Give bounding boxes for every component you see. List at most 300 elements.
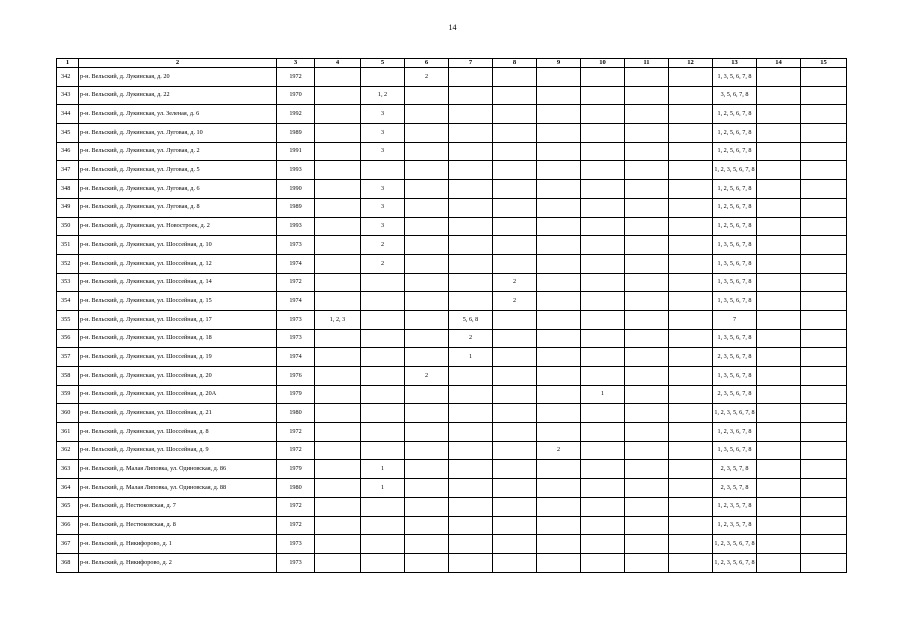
table-cell: 2 xyxy=(493,292,537,311)
table-cell xyxy=(669,441,713,460)
table-cell xyxy=(537,385,581,404)
table-cell xyxy=(315,385,361,404)
table-cell xyxy=(405,292,449,311)
year-cell: 1972 xyxy=(277,423,315,442)
table-cell xyxy=(669,236,713,255)
table-cell xyxy=(315,142,361,161)
address-cell: р-н. Вельский, д. Лукинская, ул. Луговая, д. 10 xyxy=(79,124,277,143)
row-number-cell: 354 xyxy=(57,292,79,311)
address-cell: р-н. Вельский, д. Нестюковская, д. 7 xyxy=(79,497,277,516)
table-cell xyxy=(537,516,581,535)
table-cell xyxy=(405,479,449,498)
table-cell xyxy=(669,254,713,273)
table-cell xyxy=(405,516,449,535)
table-body xyxy=(57,68,847,573)
table-cell xyxy=(361,441,405,460)
table-cell xyxy=(537,292,581,311)
table-cell xyxy=(757,479,801,498)
page-number: 14 xyxy=(448,23,457,32)
table-cell xyxy=(493,423,537,442)
table-cell: 3 xyxy=(361,198,405,217)
table-cell xyxy=(669,124,713,143)
table-cell xyxy=(757,273,801,292)
table-row xyxy=(57,535,847,554)
table-row xyxy=(57,217,847,236)
table-cell xyxy=(405,124,449,143)
table-cell xyxy=(669,404,713,423)
table-cell xyxy=(405,460,449,479)
table-cell xyxy=(493,329,537,348)
table-row xyxy=(57,553,847,572)
table-cell xyxy=(625,348,669,367)
table-cell xyxy=(449,535,493,554)
row-number-cell: 345 xyxy=(57,124,79,143)
table-cell xyxy=(669,273,713,292)
table-cell xyxy=(405,310,449,329)
year-cell: 1980 xyxy=(277,404,315,423)
table-cell xyxy=(625,516,669,535)
table-cell xyxy=(581,68,625,87)
table-cell xyxy=(757,142,801,161)
year-cell: 1980 xyxy=(277,479,315,498)
row-number-cell: 350 xyxy=(57,217,79,236)
table-cell xyxy=(757,460,801,479)
table-cell xyxy=(315,441,361,460)
table-cell xyxy=(405,553,449,572)
table-cell xyxy=(315,273,361,292)
table-cell xyxy=(405,198,449,217)
table-cell: 1, 3, 5, 6, 7, 8 xyxy=(713,236,757,255)
table-cell xyxy=(669,329,713,348)
table-cell xyxy=(801,105,847,124)
table-cell xyxy=(581,273,625,292)
table-cell xyxy=(361,404,405,423)
year-cell: 1970 xyxy=(277,86,315,105)
table-cell xyxy=(625,124,669,143)
table-cell xyxy=(625,254,669,273)
address-cell: р-н. Вельский, д. Нестюковская, д. 8 xyxy=(79,516,277,535)
year-cell: 1974 xyxy=(277,292,315,311)
table-cell: 1, 2, 3, 5, 7, 8 xyxy=(713,516,757,535)
table-cell: 7 xyxy=(713,310,757,329)
row-number-cell: 368 xyxy=(57,553,79,572)
table-cell xyxy=(315,161,361,180)
column-header: 10 xyxy=(581,59,625,68)
table-cell xyxy=(315,423,361,442)
table-row xyxy=(57,441,847,460)
year-cell: 1972 xyxy=(277,68,315,87)
table-cell xyxy=(449,68,493,87)
year-cell: 1976 xyxy=(277,367,315,386)
table-cell xyxy=(537,329,581,348)
table-cell xyxy=(315,124,361,143)
table-cell xyxy=(449,273,493,292)
table-cell xyxy=(581,310,625,329)
table-cell xyxy=(537,460,581,479)
table-cell: 2 xyxy=(361,254,405,273)
row-number-cell: 344 xyxy=(57,105,79,124)
table-row xyxy=(57,105,847,124)
table-cell xyxy=(315,236,361,255)
table-cell: 1, 3, 5, 6, 7, 8 xyxy=(713,68,757,87)
table-row xyxy=(57,348,847,367)
address-cell: р-н. Вельский, д. Лукинская, ул. Шоссейная, д. 9 xyxy=(79,441,277,460)
row-number-cell: 346 xyxy=(57,142,79,161)
table-cell xyxy=(361,161,405,180)
table-cell xyxy=(537,217,581,236)
table-cell xyxy=(801,423,847,442)
table-cell xyxy=(537,348,581,367)
table-cell xyxy=(449,497,493,516)
table-cell xyxy=(625,497,669,516)
table-row xyxy=(57,273,847,292)
table-cell: 1, 3, 5, 6, 7, 8 xyxy=(713,329,757,348)
table-cell xyxy=(801,535,847,554)
row-number-cell: 356 xyxy=(57,329,79,348)
table-cell xyxy=(537,497,581,516)
table-cell xyxy=(493,236,537,255)
table-cell xyxy=(537,254,581,273)
table-cell xyxy=(315,553,361,572)
table-cell xyxy=(581,460,625,479)
table-cell: 1, 3, 5, 6, 7, 8 xyxy=(713,292,757,311)
table-cell xyxy=(449,553,493,572)
row-number-cell: 361 xyxy=(57,423,79,442)
table-cell xyxy=(669,198,713,217)
table-cell xyxy=(669,217,713,236)
address-cell: р-н. Вельский, д. Лукинская, ул. Шоссейная, д. 12 xyxy=(79,254,277,273)
table-cell xyxy=(493,68,537,87)
year-cell: 1973 xyxy=(277,535,315,554)
table-cell xyxy=(405,404,449,423)
table-cell xyxy=(449,86,493,105)
table-cell xyxy=(449,142,493,161)
year-cell: 1972 xyxy=(277,516,315,535)
row-number-cell: 343 xyxy=(57,86,79,105)
year-cell: 1972 xyxy=(277,497,315,516)
table-cell: 1, 2, 3, 5, 6, 7, 8 xyxy=(713,553,757,572)
table-cell xyxy=(405,329,449,348)
table-cell xyxy=(801,348,847,367)
address-cell: р-н. Вельский, д. Лукинская, ул. Шоссейная, д. 20 xyxy=(79,367,277,386)
table-cell xyxy=(801,86,847,105)
table-cell xyxy=(537,367,581,386)
table-cell xyxy=(625,423,669,442)
table-cell: 1, 2, 5, 6, 7, 8 xyxy=(713,142,757,161)
table-cell xyxy=(405,497,449,516)
table-cell xyxy=(581,161,625,180)
table-cell xyxy=(581,367,625,386)
table-cell xyxy=(449,385,493,404)
table-cell xyxy=(537,161,581,180)
row-number-cell: 365 xyxy=(57,497,79,516)
table-cell xyxy=(801,497,847,516)
table-cell xyxy=(757,105,801,124)
table-cell xyxy=(405,161,449,180)
table-cell xyxy=(493,217,537,236)
table-cell xyxy=(493,516,537,535)
table-row xyxy=(57,161,847,180)
buildings-table xyxy=(56,58,847,573)
table-cell xyxy=(669,460,713,479)
table-cell xyxy=(493,367,537,386)
table-cell xyxy=(625,292,669,311)
table-cell xyxy=(625,441,669,460)
table-cell xyxy=(669,479,713,498)
table-row xyxy=(57,86,847,105)
table-cell xyxy=(361,367,405,386)
column-header: 8 xyxy=(493,59,537,68)
table-cell xyxy=(315,68,361,87)
address-cell: р-н. Вельский, д. Никифорово, д. 2 xyxy=(79,553,277,572)
table-cell xyxy=(537,124,581,143)
row-number-cell: 352 xyxy=(57,254,79,273)
table-cell: 1, 3, 5, 6, 7, 8 xyxy=(713,441,757,460)
table-cell xyxy=(493,553,537,572)
table-cell xyxy=(581,553,625,572)
table-cell xyxy=(315,180,361,199)
table-cell xyxy=(757,535,801,554)
table-cell xyxy=(801,441,847,460)
table-cell xyxy=(493,142,537,161)
table-cell xyxy=(537,105,581,124)
table-cell xyxy=(361,273,405,292)
table-cell xyxy=(581,236,625,255)
table-cell xyxy=(405,142,449,161)
address-cell: р-н. Вельский, д. Никифорово, д. 1 xyxy=(79,535,277,554)
table-cell: 3 xyxy=(361,180,405,199)
year-cell: 1993 xyxy=(277,161,315,180)
table-cell: 2, 3, 5, 6, 7, 8 xyxy=(713,385,757,404)
table-row xyxy=(57,479,847,498)
address-cell: р-н. Вельский, д. Лукинская, ул. Шоссейная, д. 17 xyxy=(79,310,277,329)
table-cell xyxy=(449,404,493,423)
table-cell xyxy=(581,105,625,124)
table-cell xyxy=(625,479,669,498)
table-cell: 1, 2, 3 xyxy=(315,310,361,329)
row-number-cell: 363 xyxy=(57,460,79,479)
table-cell: 1, 3, 5, 6, 7, 8 xyxy=(713,273,757,292)
table-cell xyxy=(361,292,405,311)
table-cell xyxy=(801,124,847,143)
address-cell: р-н. Вельский, д. Лукинская, ул. Луговая, д. 2 xyxy=(79,142,277,161)
table-cell: 3 xyxy=(361,217,405,236)
table-cell xyxy=(315,497,361,516)
row-number-cell: 360 xyxy=(57,404,79,423)
table-cell xyxy=(493,124,537,143)
table-cell xyxy=(757,124,801,143)
address-cell: р-н. Вельский, д. Лукинская, ул. Шоссейная, д. 14 xyxy=(79,273,277,292)
column-header: 1 xyxy=(57,59,79,68)
table-row xyxy=(57,310,847,329)
table-cell xyxy=(669,180,713,199)
row-number-cell: 362 xyxy=(57,441,79,460)
table-cell: 2 xyxy=(405,367,449,386)
table-cell: 5, 6, 8 xyxy=(449,310,493,329)
table-cell xyxy=(625,460,669,479)
table-cell xyxy=(361,348,405,367)
table-row xyxy=(57,180,847,199)
table-cell xyxy=(757,423,801,442)
table-cell xyxy=(449,292,493,311)
table-cell xyxy=(801,142,847,161)
table-cell xyxy=(581,86,625,105)
table-row xyxy=(57,254,847,273)
table-cell xyxy=(449,124,493,143)
table-cell: 1, 3, 5, 6, 7, 8 xyxy=(713,254,757,273)
table-cell xyxy=(757,385,801,404)
table-cell xyxy=(315,86,361,105)
row-number-cell: 358 xyxy=(57,367,79,386)
table-cell xyxy=(801,553,847,572)
column-header: 2 xyxy=(79,59,277,68)
table-cell xyxy=(669,292,713,311)
year-cell: 1979 xyxy=(277,460,315,479)
table-cell: 2, 3, 5, 6, 7, 8 xyxy=(713,348,757,367)
table-cell xyxy=(625,180,669,199)
table-row xyxy=(57,423,847,442)
table-cell xyxy=(625,86,669,105)
row-number-cell: 353 xyxy=(57,273,79,292)
table-cell xyxy=(669,142,713,161)
table-cell xyxy=(361,310,405,329)
table-cell xyxy=(315,292,361,311)
year-cell: 1973 xyxy=(277,236,315,255)
address-cell: р-н. Вельский, д. Лукинская, ул. Шоссейная, д. 21 xyxy=(79,404,277,423)
table-cell xyxy=(405,236,449,255)
table-cell xyxy=(537,310,581,329)
row-number-cell: 359 xyxy=(57,385,79,404)
table-cell xyxy=(757,292,801,311)
table-cell xyxy=(669,348,713,367)
table-cell xyxy=(801,385,847,404)
year-cell: 1989 xyxy=(277,198,315,217)
table-row xyxy=(57,198,847,217)
column-header: 5 xyxy=(361,59,405,68)
table-cell: 1, 2, 5, 6, 7, 8 xyxy=(713,105,757,124)
column-header: 7 xyxy=(449,59,493,68)
table-cell xyxy=(801,367,847,386)
table-row xyxy=(57,292,847,311)
table-cell xyxy=(315,198,361,217)
table-cell xyxy=(537,479,581,498)
table-cell xyxy=(757,310,801,329)
address-cell: р-н. Вельский, д. Лукинская, ул. Шоссейная, д. 10 xyxy=(79,236,277,255)
table-cell xyxy=(405,105,449,124)
table-cell xyxy=(449,180,493,199)
year-cell: 1992 xyxy=(277,105,315,124)
table-cell xyxy=(801,180,847,199)
table-cell xyxy=(757,497,801,516)
table-cell xyxy=(669,423,713,442)
table-cell xyxy=(449,516,493,535)
table-row xyxy=(57,460,847,479)
year-cell: 1991 xyxy=(277,142,315,161)
table-cell xyxy=(757,329,801,348)
table-cell xyxy=(493,198,537,217)
table-cell xyxy=(493,479,537,498)
table-cell xyxy=(581,180,625,199)
table-cell: 3 xyxy=(361,142,405,161)
table-cell xyxy=(315,329,361,348)
table-cell xyxy=(493,535,537,554)
table-cell xyxy=(669,385,713,404)
table-cell xyxy=(757,553,801,572)
table-cell xyxy=(493,180,537,199)
column-header: 13 xyxy=(713,59,757,68)
table-cell: 2 xyxy=(361,236,405,255)
table-cell xyxy=(625,273,669,292)
column-header: 4 xyxy=(315,59,361,68)
table-cell xyxy=(625,329,669,348)
table-cell: 1, 2, 3, 5, 6, 7, 8 xyxy=(713,404,757,423)
table-row xyxy=(57,236,847,255)
year-cell: 1974 xyxy=(277,348,315,367)
table-row xyxy=(57,124,847,143)
table-cell xyxy=(537,535,581,554)
table-row xyxy=(57,404,847,423)
table-cell xyxy=(581,142,625,161)
table-cell xyxy=(581,516,625,535)
table-cell xyxy=(801,479,847,498)
table-cell: 2, 3, 5, 7, 8 xyxy=(713,460,757,479)
table-cell xyxy=(449,460,493,479)
table-cell xyxy=(625,217,669,236)
year-cell: 1990 xyxy=(277,180,315,199)
address-cell: р-н. Вельский, д. Лукинская, ул. Новостроек, д. 2 xyxy=(79,217,277,236)
table-cell xyxy=(537,553,581,572)
table-cell xyxy=(315,535,361,554)
table-cell xyxy=(625,198,669,217)
year-cell: 1972 xyxy=(277,273,315,292)
table-cell xyxy=(581,292,625,311)
year-cell: 1973 xyxy=(277,553,315,572)
table-cell xyxy=(449,423,493,442)
table-cell xyxy=(449,479,493,498)
table-row xyxy=(57,68,847,87)
table-cell: 1 xyxy=(449,348,493,367)
table-cell xyxy=(361,68,405,87)
year-cell: 1972 xyxy=(277,441,315,460)
year-cell: 1993 xyxy=(277,217,315,236)
table-cell: 1, 2, 5, 6, 7, 8 xyxy=(713,198,757,217)
table-cell xyxy=(493,86,537,105)
row-number-cell: 347 xyxy=(57,161,79,180)
row-number-cell: 364 xyxy=(57,479,79,498)
table-cell xyxy=(315,348,361,367)
table-cell xyxy=(581,404,625,423)
table-cell xyxy=(315,367,361,386)
table-row xyxy=(57,497,847,516)
table-cell xyxy=(669,553,713,572)
table-cell xyxy=(493,105,537,124)
table-cell xyxy=(757,198,801,217)
table-cell xyxy=(801,68,847,87)
table-cell xyxy=(405,423,449,442)
table-cell xyxy=(405,180,449,199)
table-cell xyxy=(581,479,625,498)
table-cell xyxy=(581,124,625,143)
table-cell xyxy=(361,329,405,348)
address-cell: р-н. Вельский, д. Лукинская, ул. Шоссейная, д. 8 xyxy=(79,423,277,442)
table-cell: 1 xyxy=(361,479,405,498)
table-cell xyxy=(625,105,669,124)
table-cell xyxy=(625,535,669,554)
address-cell: р-н. Вельский, д. Лукинская, ул. Шоссейная, д. 19 xyxy=(79,348,277,367)
address-cell: р-н. Вельский, д. Лукинская, д. 20 xyxy=(79,68,277,87)
table-cell xyxy=(315,516,361,535)
table-cell xyxy=(757,254,801,273)
